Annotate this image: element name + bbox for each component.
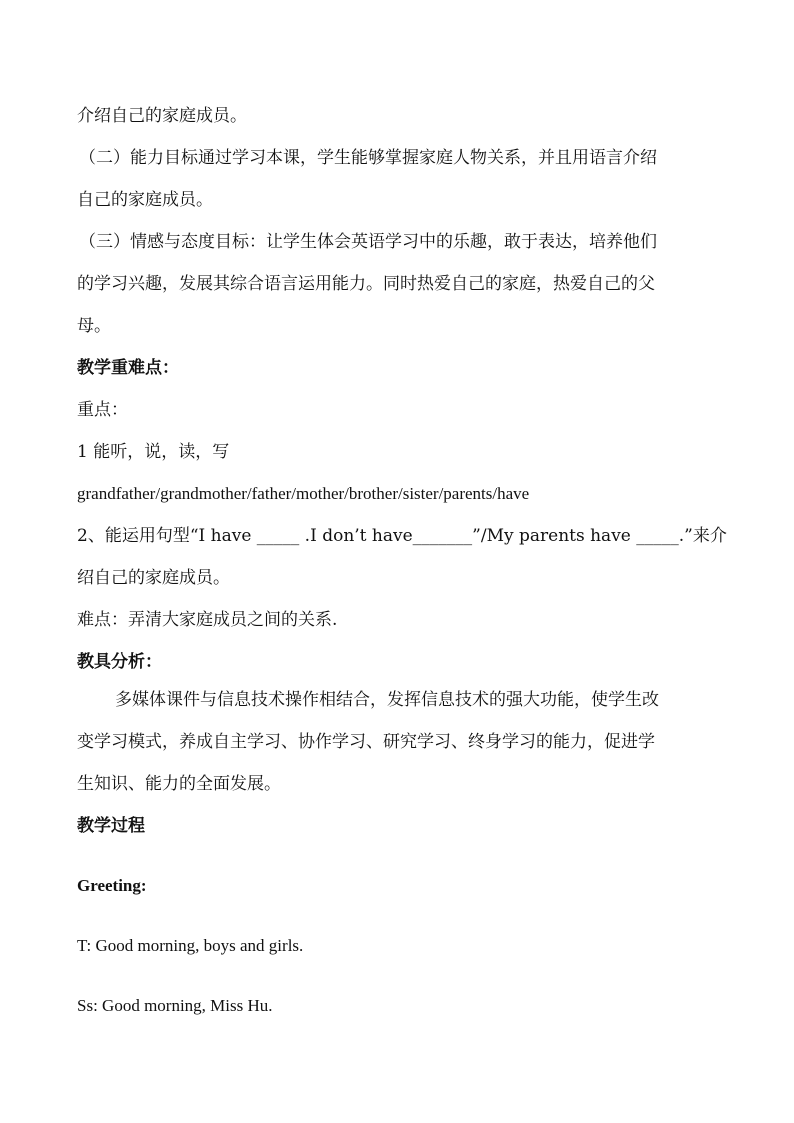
process-heading: 教学过程 bbox=[77, 816, 145, 836]
emotion-objective-line-1: （三）情感与态度目标：让学生体会英语学习中的乐趣，敢于表达，培养他们 bbox=[79, 232, 657, 252]
tools-paragraph-line-1: 多媒体课件与信息技术操作相结合，发挥信息技术的强大功能，使学生改 bbox=[115, 690, 659, 710]
focus-item-2: 2、能运用句型“I have _____ .I don’t have_______”/My parents have _____.”来介 bbox=[77, 526, 727, 546]
greeting-heading: Greeting: bbox=[77, 876, 147, 895]
focus-label: 重点： bbox=[77, 400, 128, 420]
ability-objective-line-1: （二）能力目标通过学习本课，学生能够掌握家庭人物关系，并且用语言介绍 bbox=[79, 148, 657, 168]
tools-paragraph-line-2: 变学习模式，养成自主学习、协作学习、研究学习、终身学习的能力，促进学 bbox=[77, 732, 655, 752]
tools-heading: 教具分析： bbox=[77, 652, 162, 672]
focus-item-1-vocabulary: grandfather/grandmother/father/mother/brother/sister/parents/have bbox=[77, 484, 530, 503]
focus-item-1: 1 能听，说，读，写 bbox=[77, 442, 230, 462]
focus-item-2-continuation: 绍自己的家庭成员。 bbox=[77, 568, 230, 588]
ability-objective-line-2: 自己的家庭成员。 bbox=[77, 190, 213, 210]
tools-paragraph-line-3: 生知识、能力的全面发展。 bbox=[77, 774, 281, 794]
dialog-students-line: Ss: Good morning, Miss Hu. bbox=[77, 996, 273, 1015]
difficulty-text: 难点：弄清大家庭成员之间的关系. bbox=[77, 610, 338, 630]
emotion-objective-line-2: 的学习兴趣，发展其综合语言运用能力。同时热爱自己的家庭，热爱自己的父 bbox=[77, 274, 655, 294]
objective-text-continuation: 介绍自己的家庭成员。 bbox=[77, 106, 247, 126]
emotion-objective-line-3: 母。 bbox=[77, 316, 111, 336]
dialog-teacher-line: T: Good morning, boys and girls. bbox=[77, 936, 304, 955]
key-points-heading: 教学重难点： bbox=[77, 358, 179, 378]
